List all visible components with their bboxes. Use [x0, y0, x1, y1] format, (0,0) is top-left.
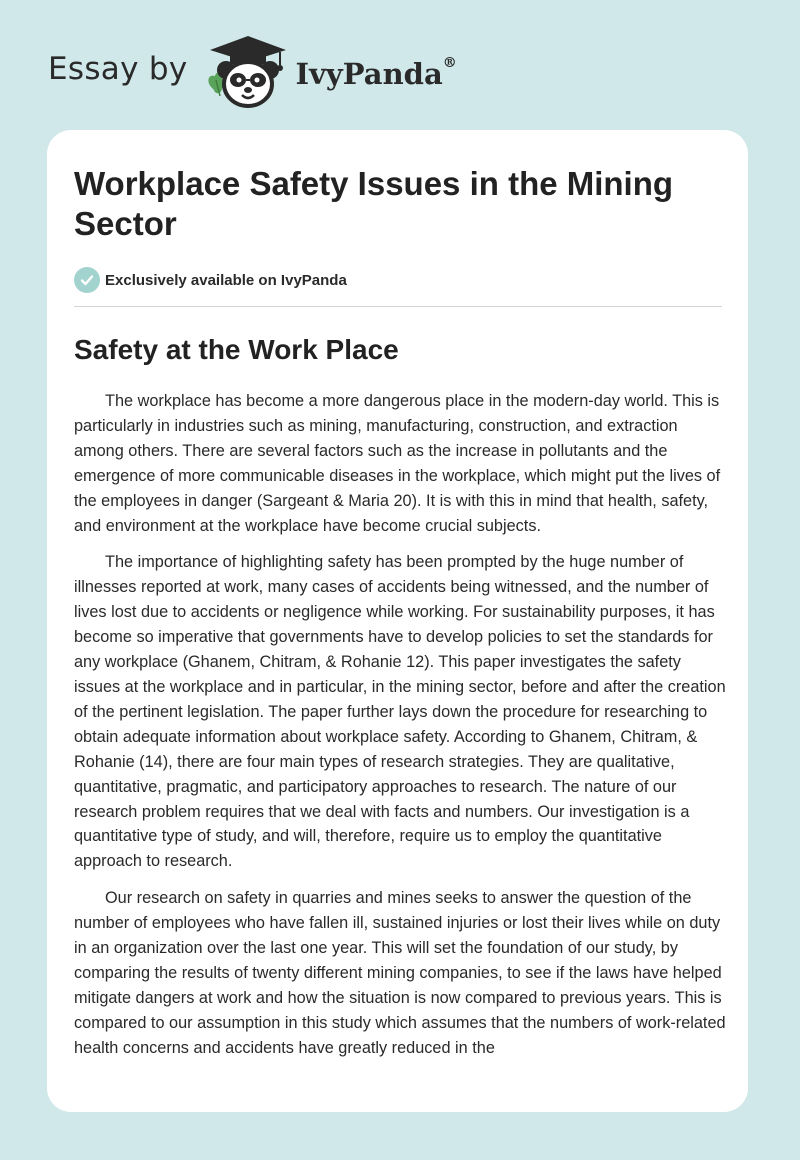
essay-title: Workplace Safety Issues in the Mining Sector — [74, 165, 674, 242]
registered-mark: ® — [442, 55, 457, 71]
site-header — [48, 32, 457, 112]
section-heading: Safety at the Work Place — [74, 334, 399, 365]
paragraph: The workplace has become a more dangerous place in the modern-day world. This is particularly in industries such as mining, manufacturing, construction, and extraction among others. There are several factors such as the increase in pollutants and the emergence of more communicable diseases in the workplace, which might put the lives of the employees in danger (Sargeant & Maria 20). It is with this in mind that health, safety, and environment at the workplace have become crucial subjects. — [74, 392, 721, 535]
paragraph: The importance of highlighting safety has been prompted by the huge number of illnesses reported at work, many cases of accidents being witnessed, and the number of lives lost due to accidents or negligence while working. For sustainability purposes, it has become so imperative that governments have to develop policies to set the standards for any workplace (Ghanem, Chitram, & Rohanie 12). This paper investigates the safety issues at the workplace and in particular, in the mining sector, before and after the creation of the pertinent legislation. The paper further lays down the procedure for researching to obtain adequate information about workplace safety. According to Ghanem, Chitram, & Rohanie (14), there are four main types of research strategies. They are qualitative, quantitative, pragmatic, and participatory approaches to research. The nature of our research problem requires that we deal with facts and numbers. Our investigation is a quantitative type of study, and will, therefore, require us to employ the quantitative approach to research. — [74, 553, 726, 871]
panda-logo-icon[interactable] — [202, 32, 294, 112]
essay-body — [74, 389, 726, 1061]
essay-card — [47, 130, 748, 1112]
exclusive-badge — [74, 266, 722, 294]
brand-name — [296, 57, 457, 91]
essay-by-label: Essay by — [48, 51, 188, 87]
exclusive-label: Exclusively available on IvyPanda — [105, 271, 347, 289]
divider — [74, 306, 722, 307]
paragraph: Our research on safety in quarries and mines seeks to answer the question of the number of employees who have fallen ill, sustained injuries or lost their lives while on duty in an organization over the last one year. This will set the foundation of our study, by comparing the results of twenty different mining companies, to see if the laws have helped mitigate dangers at work and how the situation is now compared to previous years. This is compared to our assumption in this study which assumes that the numbers of work-related health concerns and accidents have greatly reduced in the — [74, 889, 726, 1057]
check-circle-icon — [74, 267, 100, 293]
brand-text: IvyPanda — [295, 57, 443, 91]
